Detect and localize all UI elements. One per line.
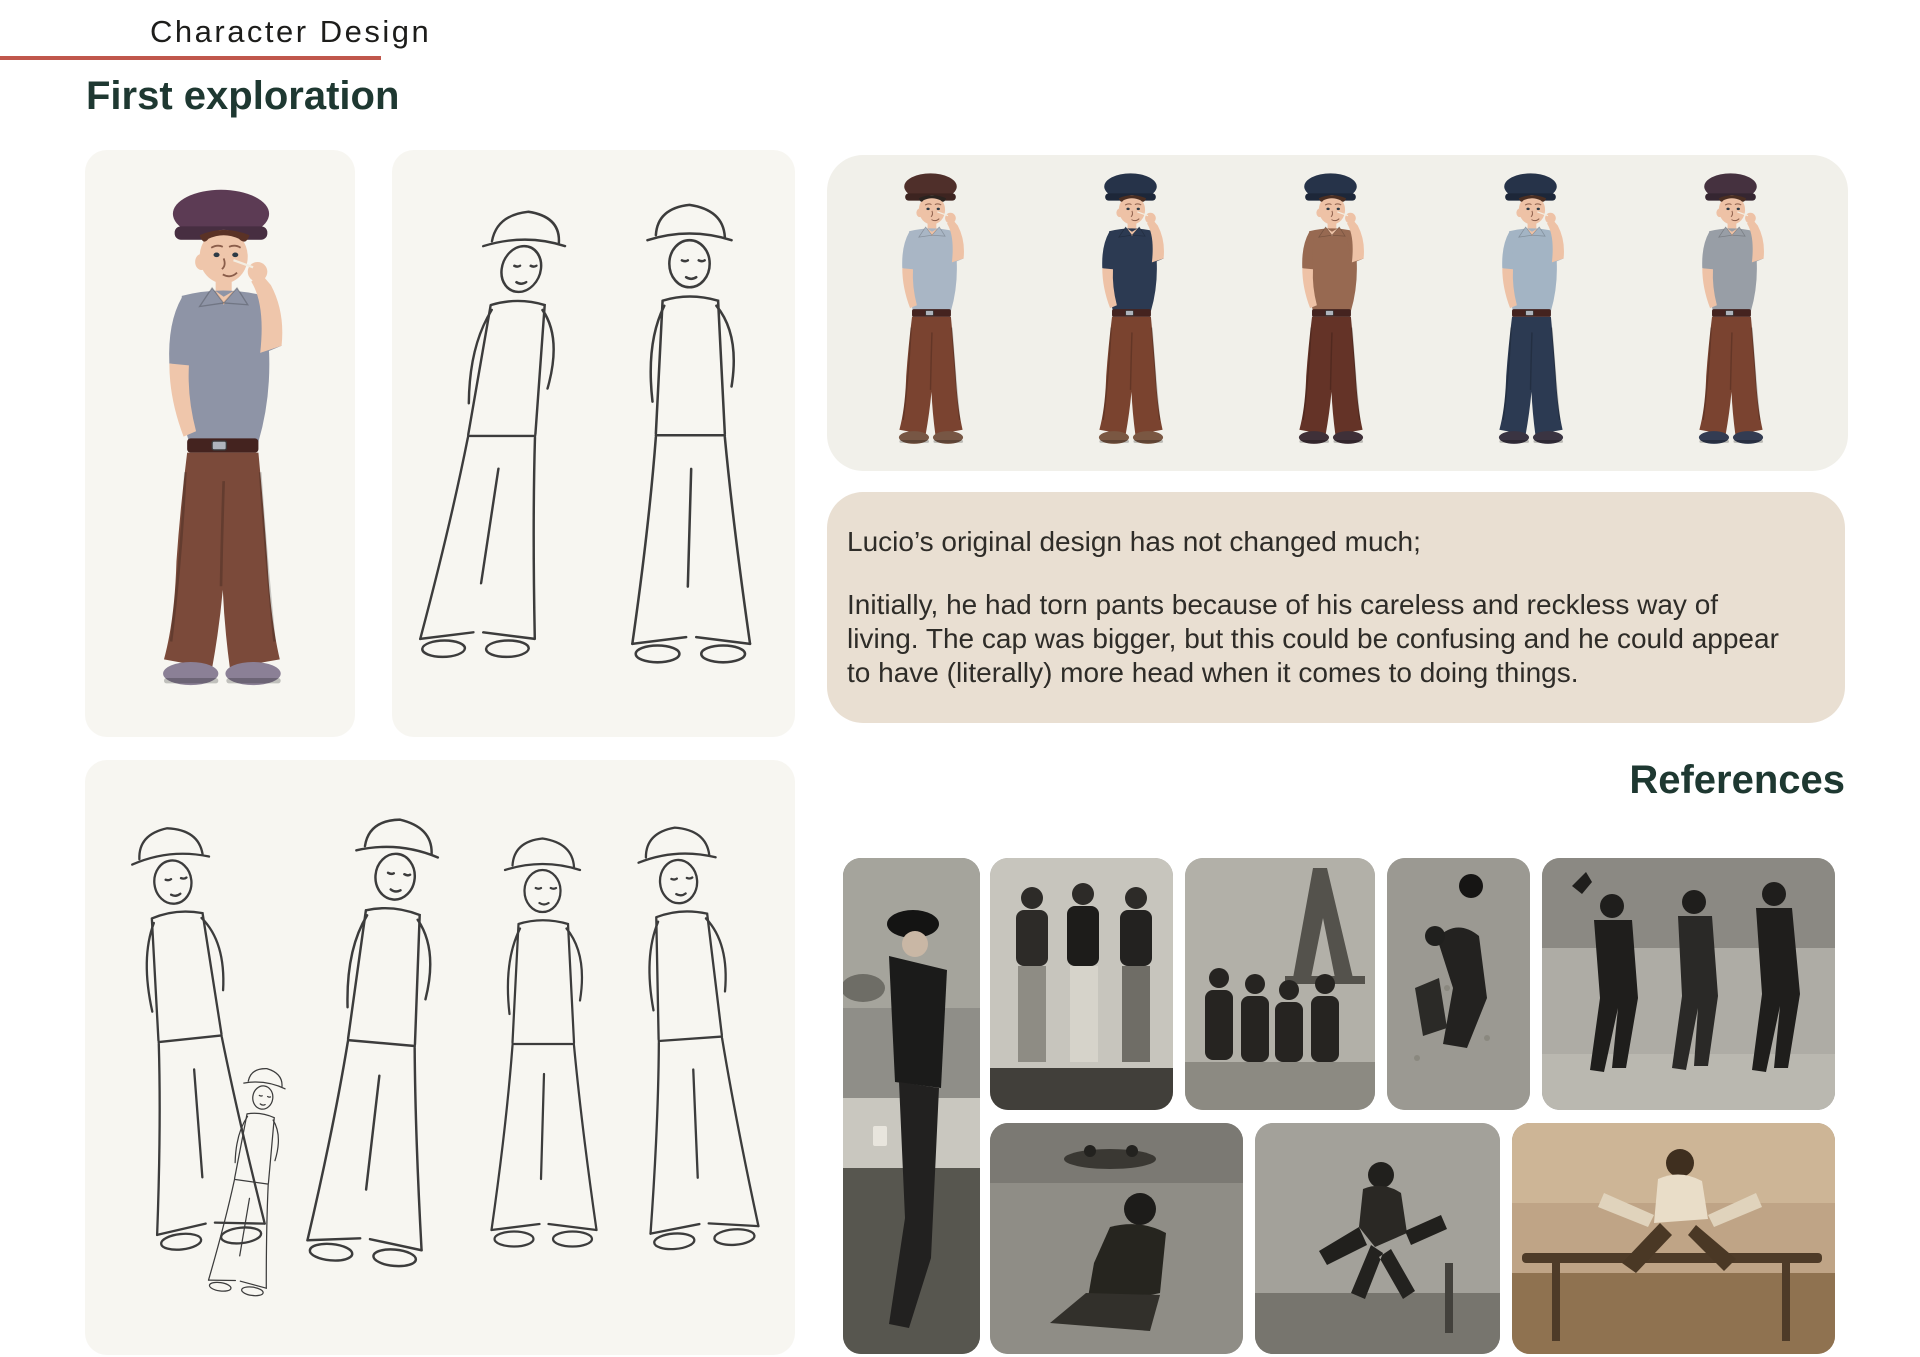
color-variant-figure-1 [877, 167, 984, 459]
accent-underline [0, 56, 381, 60]
references-title: References [1629, 758, 1845, 802]
color-variant-figure-3 [1277, 167, 1384, 459]
photo-man-leaning-on-car [843, 858, 980, 1354]
pose-sketches-card [85, 760, 795, 1355]
turnaround-sketch-card [392, 150, 795, 737]
reference-photo-grid [843, 858, 1835, 1354]
hero-character-illustration [123, 178, 319, 713]
pose-sketch-pocket-watch [587, 785, 792, 1306]
photo-boy-mid-air-jump [1255, 1123, 1500, 1354]
hero-illustration-card [85, 150, 355, 737]
color-variant-figure-4 [1477, 167, 1584, 459]
photo-group-eiffel-tower [1185, 858, 1375, 1110]
design-note-body: Initially, he had torn pants because of his careless and reckless way of living. The cap was bigger, but this could be confusing and he could appear to have (literally) more head when it comes to doing things. [847, 589, 1779, 688]
design-note-intro: Lucio’s original design has not changed much; [847, 526, 1421, 557]
photo-three-boys-walking [1542, 858, 1835, 1110]
side-view-sketch [378, 180, 622, 705]
photo-boy-with-skateboard [990, 1123, 1243, 1354]
color-variant-figure-2 [1077, 167, 1184, 459]
color-variant-figure-5 [1677, 167, 1784, 459]
photo-boy-vaulting-fence [1512, 1123, 1835, 1354]
page-kicker: Character Design [150, 14, 432, 49]
color-variants-panel [827, 155, 1848, 471]
photo-three-men-against-wall [990, 858, 1173, 1110]
reference-grid-right [990, 858, 1835, 1354]
front-view-sketch [597, 172, 782, 712]
section-title: First exploration [86, 74, 400, 118]
design-notes-box [827, 492, 1845, 723]
color-variants [877, 167, 1786, 459]
photo-boys-playing-ball [1387, 858, 1530, 1110]
